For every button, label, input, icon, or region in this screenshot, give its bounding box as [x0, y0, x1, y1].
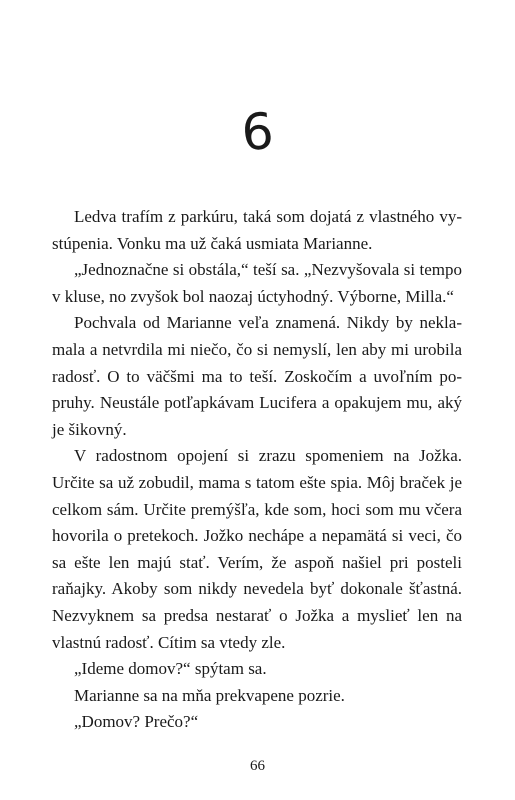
paragraph: Pochvala od Marianne veľa znamená. Nikdy by neklamala a netvrdila mi niečo, čo si nemyslí, len aby mi urobila radosť. O to väčšmi ma to teší. Zoskočím a uvoľním popruhy. Neustále potľapkávam Lucifera a opakujem mu, aký je šikovný. — [52, 313, 462, 439]
paragraph: „Ideme domov?“ spýtam sa. — [74, 659, 267, 679]
paragraph: Marianne sa na mňa prekvapene pozrie. — [74, 685, 345, 705]
page-number: 66 — [250, 758, 265, 774]
paragraph: „Domov? Prečo?“ — [74, 712, 199, 732]
chapter-number: 6 — [239, 101, 276, 163]
paragraph: „Jednoznačne si obstála,“ teší sa. „Nezvyšovala si tempo v kluse, no zvyšok bol naozaj úctyhodný. Výborne, Milla.“ — [52, 260, 462, 306]
body-text — [52, 204, 462, 736]
paragraph: V radostnom opojení si zrazu spomeniem na Jožka. Určite sa už zobudil, mama s tatom ešte spia. Môj braček je celkom sám. Určite premýšľa, kde som, hoci som mu včera hovorila o pretekoch. Jožko nechápe a nepamätá si veci, čo sa ešte len majú stať. Verím, že aspoň našiel pri posteli raňajky. Akoby som nikdy nevedela byť dokonale šťastná. Nezvyknem sa predsa nestarať o Jožka a myslieť len na vlastnú radosť. Cítim sa vtedy zle. — [52, 446, 462, 652]
paragraph: Ledva trafím z parkúru, taká som dojatá z vlastného vystúpenia. Vonku ma už čaká usmiata Marianne. — [52, 207, 462, 253]
